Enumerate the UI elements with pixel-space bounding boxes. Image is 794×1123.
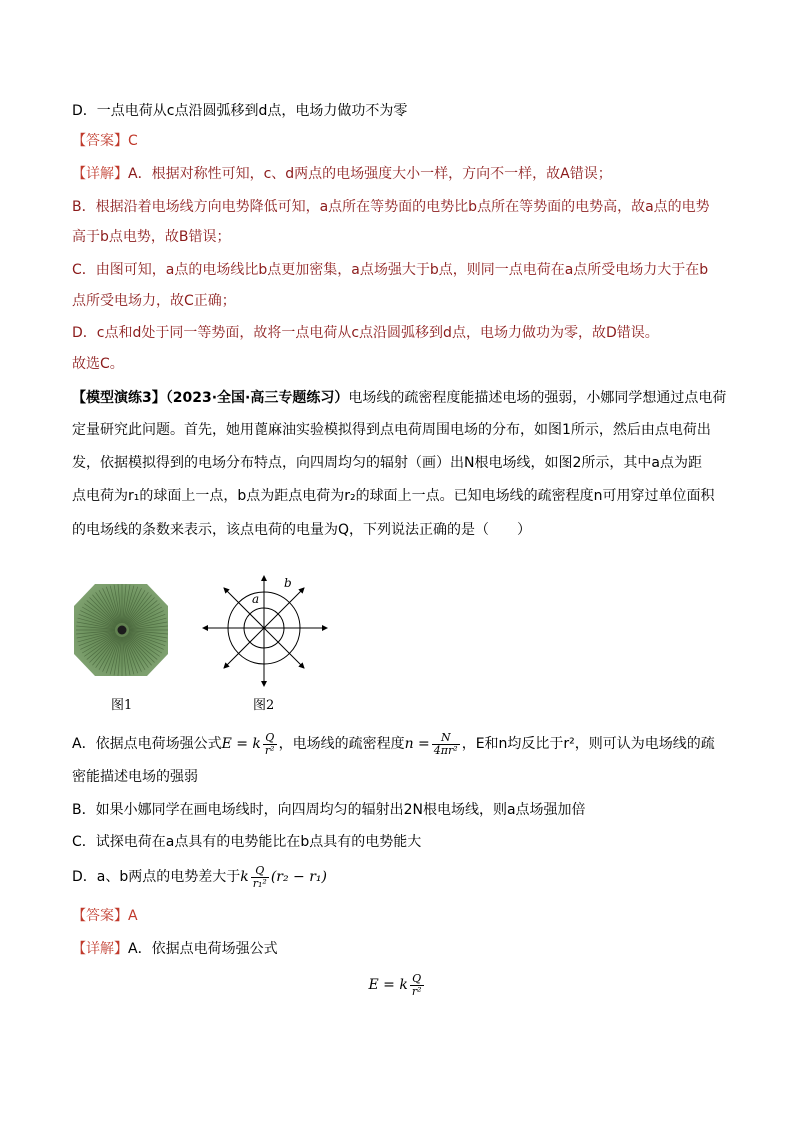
answer-value: A	[128, 908, 138, 924]
detail-1-b-line1: B．根据沿着电场线方向电势降低可知，a点所在等势面的电势比b点所在等势面的电势高，故a点的电势	[72, 199, 710, 215]
detail-text: A．根据对称性可知，c、d两点的电场强度大小一样，方向不一样，故A错误；	[128, 166, 612, 182]
formula-e: E = k	[221, 736, 261, 752]
point-a-label: a	[252, 592, 260, 606]
final-formula	[0, 970, 794, 1000]
formula-e: E = k	[368, 977, 408, 993]
option-a-text1: A．依据点电荷场强公式	[72, 736, 222, 752]
option-d-text: D．a、b两点的电势差大于	[72, 869, 241, 885]
formula-d-tail: (r₂ − r₁)	[270, 869, 327, 885]
figure-2-diagram	[200, 573, 330, 693]
formula-k: k	[240, 869, 249, 885]
option-a-text2: ，电场线的疏密程度	[278, 736, 405, 752]
field-line-diagram	[200, 573, 330, 693]
figure-1-caption: 图1	[111, 698, 133, 713]
formula-d-fraction	[251, 865, 269, 890]
answer-1	[72, 130, 722, 152]
question-text: 电场线的疏密程度能描述电场的强弱，小娜同学想通过点电荷	[348, 390, 727, 406]
denominator: r²	[411, 984, 422, 998]
question-3-line3: 发，依据模拟得到的电场分布特点，向四周均匀的辐射（画）出N根电场线，如图2所示，其中a点为距	[72, 455, 702, 471]
option-d	[72, 863, 722, 891]
numerator: Q	[251, 865, 269, 878]
question-source: （2023·全国·高三专题练习）	[165, 390, 349, 406]
detail-1-c-line2: 点所受电场力，故C正确；	[72, 293, 236, 309]
option-c: C．试探电荷在a点具有的电势能比在b点具有的电势能大	[72, 834, 422, 850]
detail-text: A．依据点电荷场强公式	[128, 941, 278, 957]
formula-fraction	[410, 973, 424, 998]
formula-n: n =	[404, 736, 430, 752]
detail-label: 【详解】	[72, 941, 128, 957]
answer-2	[72, 905, 722, 927]
numerator: Q	[263, 732, 277, 745]
denominator: 4πr²	[433, 743, 458, 757]
numerator: N	[432, 732, 460, 745]
question-3-line5: 的电场线的条数来表示，该点电荷的电量为Q，下列说法正确的是（ ）	[72, 522, 532, 538]
option-a-line1	[72, 730, 722, 758]
question-3-line4: 点电荷为r₁的球面上一点，b点为距点电荷为r₂的球面上一点。已知电场线的疏密程度n可用穿过单位面积	[72, 488, 715, 504]
question-label: 【模型演练3】	[72, 390, 166, 406]
detail-1-end: 故选C。	[72, 356, 124, 372]
figure-1-photo	[73, 582, 169, 678]
point-b-label: b	[284, 576, 292, 590]
option-d-previous: D．一点电荷从c点沿圆弧移到d点，电场力做功不为零	[72, 103, 408, 119]
detail-1-c-line1: C．由图可知，a点的电场线比b点更加密集，a点场强大于b点，则同一点电荷在a点所受电场力大于在b	[72, 262, 709, 278]
option-b: B．如果小娜同学在画电场线时，向四周均匀的辐射出2N根电场线，则a点场强加倍	[72, 802, 586, 818]
detail-1-d: D．c点和d处于同一等势面，故将一点电荷从c点沿圆弧移到d点，电场力做功为零，故D错误。	[72, 325, 659, 341]
detail-2-a	[72, 938, 722, 960]
detail-1-a	[72, 163, 722, 185]
formula-n-fraction	[432, 732, 460, 757]
denominator: r₁²	[252, 876, 267, 890]
detail-1-b-line2: 高于b点电势，故B错误；	[72, 229, 231, 245]
answer-label: 【答案】	[72, 133, 128, 149]
numerator: Q	[410, 973, 424, 986]
answer-value: C	[128, 133, 138, 149]
option-a-text3: ，E和n均反比于r²，则可认为电场线的疏	[461, 736, 715, 752]
detail-label: 【详解】	[72, 166, 128, 182]
question-3-line2: 定量研究此问题。首先，她用蓖麻油实验模拟得到点电荷周围电场的分布，如图1所示，然后由点电荷出	[72, 422, 711, 438]
denominator: r²	[264, 743, 275, 757]
figure-2-caption: 图2	[253, 698, 275, 713]
question-3-line1	[72, 387, 727, 409]
castor-oil-field-image	[73, 582, 169, 678]
answer-label: 【答案】	[72, 908, 128, 924]
formula-e-fraction	[263, 732, 277, 757]
option-a-line2: 密能描述电场的强弱	[72, 769, 198, 785]
